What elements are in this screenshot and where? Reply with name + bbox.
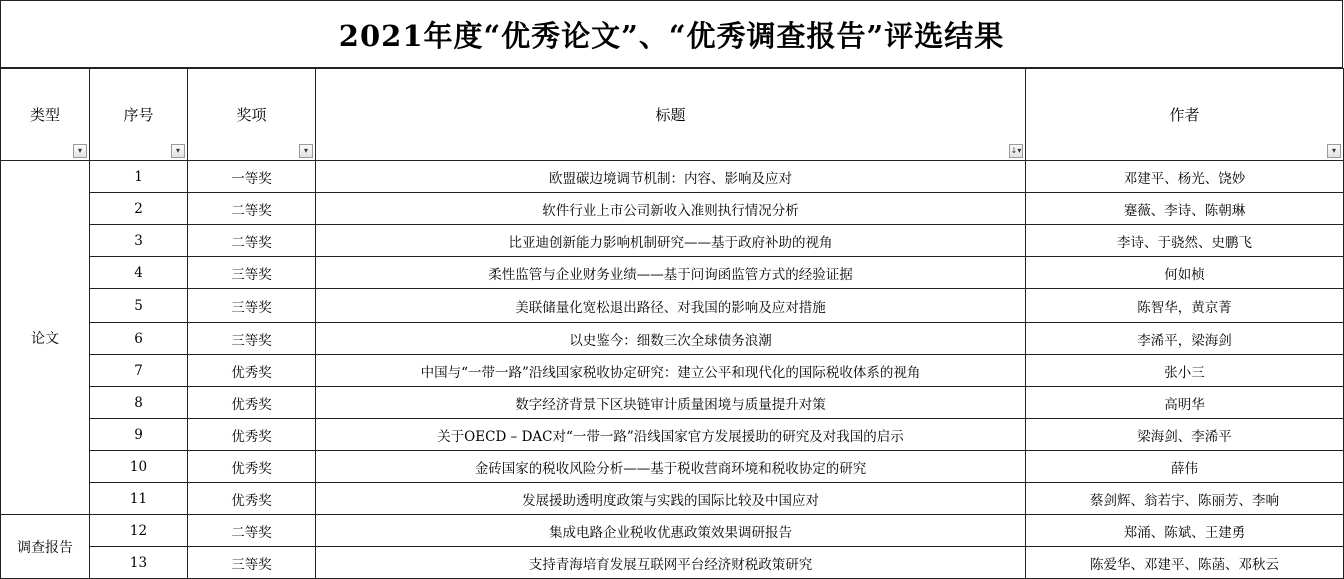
filter-dropdown-icon[interactable]: ▾ [171,144,185,158]
header-award-label: 奖项 [236,106,267,124]
header-author-label: 作者 [1169,106,1200,124]
award-cell[interactable]: 优秀奖 [188,419,316,451]
award-cell[interactable]: 二等奖 [188,193,316,225]
table-row [1,483,1344,515]
author-cell[interactable]: 蔡剑辉、翁若宇、陈丽芳、李响 [1026,483,1344,515]
table-row [1,387,1344,419]
index-cell[interactable]: 4 [90,257,188,289]
topic-cell[interactable]: 美联储量化宽松退出路径、对我国的影响及应对措施 [316,289,1026,323]
header-type[interactable] [1,69,90,161]
header-index[interactable] [90,69,188,161]
index-cell[interactable]: 9 [90,419,188,451]
title-cell[interactable] [0,0,1343,68]
header-author[interactable] [1026,69,1344,161]
table-row [1,161,1344,193]
table-row [1,419,1344,451]
index-cell[interactable]: 2 [90,193,188,225]
filter-dropdown-icon[interactable]: ▾ [73,144,87,158]
author-cell[interactable]: 李诗、于骁然、史鹏飞 [1026,225,1344,257]
author-cell[interactable]: 李浠平，梁海剑 [1026,323,1344,355]
award-cell[interactable]: 二等奖 [188,515,316,547]
award-cell[interactable]: 三等奖 [188,547,316,579]
author-cell[interactable]: 薛伟 [1026,451,1344,483]
award-cell[interactable]: 一等奖 [188,161,316,193]
index-cell[interactable]: 6 [90,323,188,355]
filter-dropdown-icon[interactable]: ▾ [1327,144,1341,158]
table-row [1,193,1344,225]
header-award[interactable] [188,69,316,161]
topic-cell[interactable]: 柔性监管与企业财务业绩——基于问询函监管方式的经验证据 [316,257,1026,289]
index-cell[interactable]: 1 [90,161,188,193]
topic-cell[interactable]: 以史鉴今：细数三次全球债务浪潮 [316,323,1026,355]
header-row [1,69,1344,161]
category-cell[interactable]: 论文 [1,161,90,515]
topic-cell[interactable]: 集成电路企业税收优惠政策效果调研报告 [316,515,1026,547]
award-cell[interactable]: 三等奖 [188,289,316,323]
author-cell[interactable]: 陈智华，黄京菁 [1026,289,1344,323]
award-cell[interactable]: 优秀奖 [188,387,316,419]
header-topic[interactable] [316,69,1026,161]
topic-cell[interactable]: 数字经济背景下区块链审计质量困境与质量提升对策 [316,387,1026,419]
table-row [1,355,1344,387]
header-index-label: 序号 [123,106,154,124]
award-cell[interactable]: 三等奖 [188,257,316,289]
award-cell[interactable]: 优秀奖 [188,483,316,515]
sort-filter-icon[interactable]: ↓▾ [1009,144,1023,158]
header-topic-label: 标题 [655,106,686,124]
author-cell[interactable]: 梁海剑、李浠平 [1026,419,1344,451]
award-cell[interactable]: 优秀奖 [188,355,316,387]
table-row [1,289,1344,323]
index-cell[interactable]: 13 [90,547,188,579]
page-title: 2021年度“优秀论文”、“优秀调查报告”评选结果 [338,18,1005,53]
author-cell[interactable]: 陈爱华、邓建平、陈菡、邓秋云 [1026,547,1344,579]
topic-cell[interactable]: 中国与“一带一路”沿线国家税收协定研究：建立公平和现代化的国际税收体系的视角 [316,355,1026,387]
author-cell[interactable]: 蹇薇、李诗、陈朝琳 [1026,193,1344,225]
table-row [1,323,1344,355]
table-row [1,547,1344,579]
index-cell[interactable]: 10 [90,451,188,483]
index-cell[interactable]: 5 [90,289,188,323]
index-cell[interactable]: 11 [90,483,188,515]
results-table [0,68,1344,579]
author-cell[interactable]: 邓建平、杨光、饶妙 [1026,161,1344,193]
award-cell[interactable]: 二等奖 [188,225,316,257]
table-row [1,451,1344,483]
index-cell[interactable]: 8 [90,387,188,419]
topic-cell[interactable]: 关于OECD – DAC对“一带一路”沿线国家官方发展援助的研究及对我国的启示 [316,419,1026,451]
award-cell[interactable]: 优秀奖 [188,451,316,483]
topic-cell[interactable]: 发展援助透明度政策与实践的国际比较及中国应对 [316,483,1026,515]
category-cell[interactable]: 调查报告 [1,515,90,579]
index-cell[interactable]: 3 [90,225,188,257]
award-cell[interactable]: 三等奖 [188,323,316,355]
index-cell[interactable]: 12 [90,515,188,547]
table-row [1,257,1344,289]
topic-cell[interactable]: 软件行业上市公司新收入准则执行情况分析 [316,193,1026,225]
index-cell[interactable]: 7 [90,355,188,387]
topic-cell[interactable]: 欧盟碳边境调节机制：内容、影响及应对 [316,161,1026,193]
topic-cell[interactable]: 支持青海培育发展互联网平台经济财税政策研究 [316,547,1026,579]
table-row [1,515,1344,547]
topic-cell[interactable]: 金砖国家的税收风险分析——基于税收营商环境和税收协定的研究 [316,451,1026,483]
topic-cell[interactable]: 比亚迪创新能力影响机制研究——基于政府补助的视角 [316,225,1026,257]
author-cell[interactable]: 张小三 [1026,355,1344,387]
author-cell[interactable]: 高明华 [1026,387,1344,419]
header-type-label: 类型 [29,106,60,124]
author-cell[interactable]: 何如桢 [1026,257,1344,289]
filter-dropdown-icon[interactable]: ▾ [299,144,313,158]
author-cell[interactable]: 郑涌、陈斌、王建勇 [1026,515,1344,547]
table-row [1,225,1344,257]
